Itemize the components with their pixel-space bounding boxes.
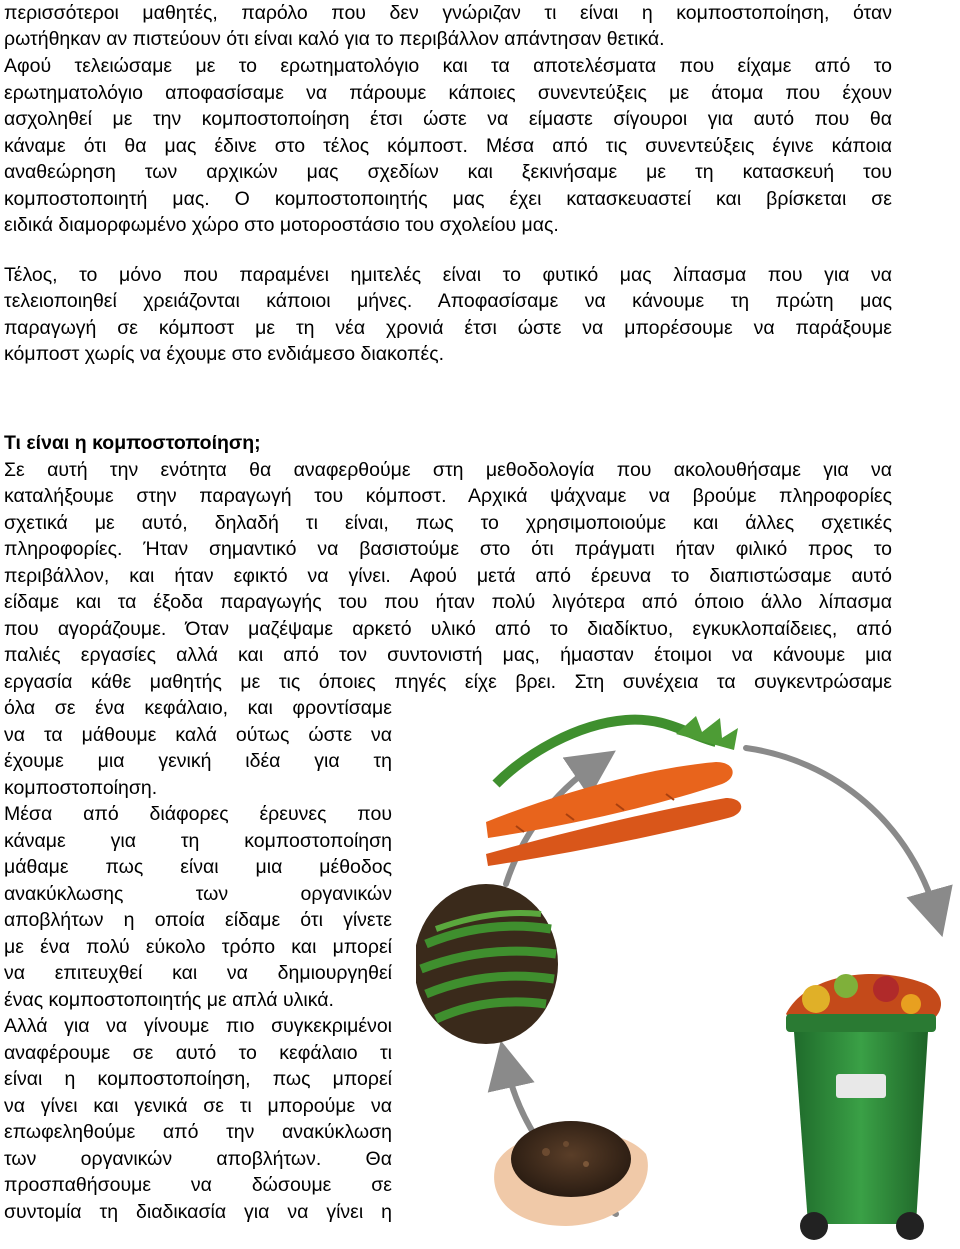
column-line: συντομία τη διαδικασία για να γίνει η bbox=[4, 1201, 392, 1223]
section-line: περιβάλλον, και ήταν εφικτό να γίνει. Αφού μετά από έρευνα το διαπιστώσαμε αυτό bbox=[4, 565, 892, 587]
intro-line: περισσότεροι μαθητές, παρόλο που δεν γνώριζαν τι είναι η κομποστοποίηση, όταν bbox=[4, 2, 892, 24]
column-line: όλα σε ένα κεφάλαιο, και φροντίσαμε bbox=[4, 697, 392, 719]
intro-line: Αφού τελειώσαμε με το ερωτηματολόγιο και τα αποτελέσματα που είχαμε από το bbox=[4, 55, 892, 77]
section-line: σχετικά με αυτό, δηλαδή τι είναι, πως το χρησιμοποιούμε και άλλες σχετικές bbox=[4, 512, 892, 534]
green-compost-bin-photo-icon bbox=[786, 974, 941, 1240]
section-line: είδαμε και τα έξοδα παραγωγής του που ήταν πολύ λιγότερα από όποιο άλλο λίπασμα bbox=[4, 591, 892, 613]
intro-line: κάναμε ότι θα μας έδινε στο τέλος κόμποστ. Μέσα από τις συνεντεύξεις έγινε κάποια bbox=[4, 135, 892, 157]
column-line: αποβλήτων η οποία είδαμε ότι γίνετε bbox=[4, 909, 392, 931]
intro-line: κομποστοποιητή μας. Ο κομποστοποιητής μας έχει κατασκευαστεί και βρίσκεται σε bbox=[4, 188, 892, 210]
section-line: πληροφορίες. Ήταν σημαντικό να βασιστούμε στο ότι πράγματι ήταν φιλικό προς το bbox=[4, 538, 892, 560]
compost-soil-hands-photo-icon bbox=[494, 1121, 648, 1226]
intro-line: ερωτηματολόγιο αποφασίσαμε να πάρουμε κάποιες συνεντεύξεις με άτομα που έχουν bbox=[4, 82, 892, 104]
closing-line: παραγωγή σε κόμποστ με τη νέα χρονιά έτσι ώστε να μπορέσουμε να παράξουμε bbox=[4, 317, 892, 339]
column-line: των οργανικών αποβλήτων. Θα bbox=[4, 1148, 392, 1170]
column-line: ένας κομποστοποιητής με απλά υλικά. bbox=[4, 989, 334, 1011]
closing-line: Τέλος, το μόνο που παραμένει ημιτελές είναι το φυτικό μας λίπασμα που για να bbox=[4, 264, 892, 286]
column-line: αναφέρουμε σε αυτό το κεφάλαιο τι bbox=[4, 1042, 392, 1064]
crop-field-photo-icon bbox=[416, 884, 558, 1044]
column-line: κάναμε για τη κομποστοποίηση bbox=[4, 830, 392, 852]
column-line: να τα μάθουμε καλά ούτως ώστε να bbox=[4, 724, 392, 746]
column-line: ανακύκλωσης των οργανικών bbox=[4, 883, 392, 905]
column-line: κομποστοποίηση. bbox=[4, 777, 158, 799]
column-line: να επιτευχθεί και να δημιουργηθεί bbox=[4, 962, 392, 984]
intro-line: ρωτήθηκαν αν πιστεύουν ότι είναι καλό για το περιβάλλον απάντησαν θετικά. bbox=[4, 28, 665, 50]
section-line: εργασία κάθε μαθητής με τις όποιες πηγές είχε βρει. Στη συνέχεια τα συγκεντρώσαμε bbox=[4, 671, 892, 693]
column-line: να γίνει και γενικά σε τι μπορούμε να bbox=[4, 1095, 392, 1117]
column-line: με ένα πολύ εύκολο τρόπο και μπορεί bbox=[4, 936, 392, 958]
column-line: Μέσα από διάφορες έρευνες που bbox=[4, 803, 392, 825]
section-line: Σε αυτή την ενότητα θα αναφερθούμε στη μεθοδολογία που ακολουθήσαμε για να bbox=[4, 459, 892, 481]
section-heading: Τι είναι η κομποστοποίηση; bbox=[4, 432, 261, 454]
intro-line: αναθεώρηση των αρχικών μας σχεδίων και ξεκινήσαμε με τη κατασκευή του bbox=[4, 161, 892, 183]
column-line: είναι η κομποστοποίηση, πως μπορεί bbox=[4, 1068, 392, 1090]
column-line: επωφεληθούμε από την ανακύκλωση bbox=[4, 1121, 392, 1143]
section-line: καταλήξουμε στην παραγωγή του κόμποστ. Αρχικά ψάχναμε να βρούμε πληροφορίες bbox=[4, 485, 892, 507]
column-line: προσπαθήσουμε να δώσουμε σε bbox=[4, 1174, 392, 1196]
closing-line: τελειοποιηθεί χρειάζονται κάποιοι μήνες. Αποφασίσαμε να κάνουμε τη πρώτη μας bbox=[4, 290, 892, 312]
column-line: μάθαμε πως είναι μια μέθοδος bbox=[4, 856, 392, 878]
column-line: έχουμε μια γενική ιδέα για τη bbox=[4, 750, 392, 772]
section-line: που αγοράζουμε. Όταν μαζέψαμε αρκετό υλικό από το διαδίκτυο, εγκυκλοπαίδειες, από bbox=[4, 618, 892, 640]
section-line: παλιές εργασίες αλλά και από τον συντονιστή μας, ήμασταν έτοιμοι να κάνουμε μια bbox=[4, 644, 892, 666]
intro-line: ασχοληθεί με την κομποστοποίηση έτσι ώστε να είμαστε σίγουροι για αυτό που θα bbox=[4, 108, 892, 130]
column-line: Αλλά για να γίνουμε πιο συγκεκριμένοι bbox=[4, 1015, 392, 1037]
closing-line: κόμποστ χωρίς να έχουμε στο ενδιάμεσο διακοπές. bbox=[4, 343, 445, 365]
compost-cycle-illustration bbox=[416, 714, 960, 1249]
intro-line: ειδικά διαμορφωμένο χώρο στο μοτοροστάσιο του σχολείου μας. bbox=[4, 214, 559, 236]
